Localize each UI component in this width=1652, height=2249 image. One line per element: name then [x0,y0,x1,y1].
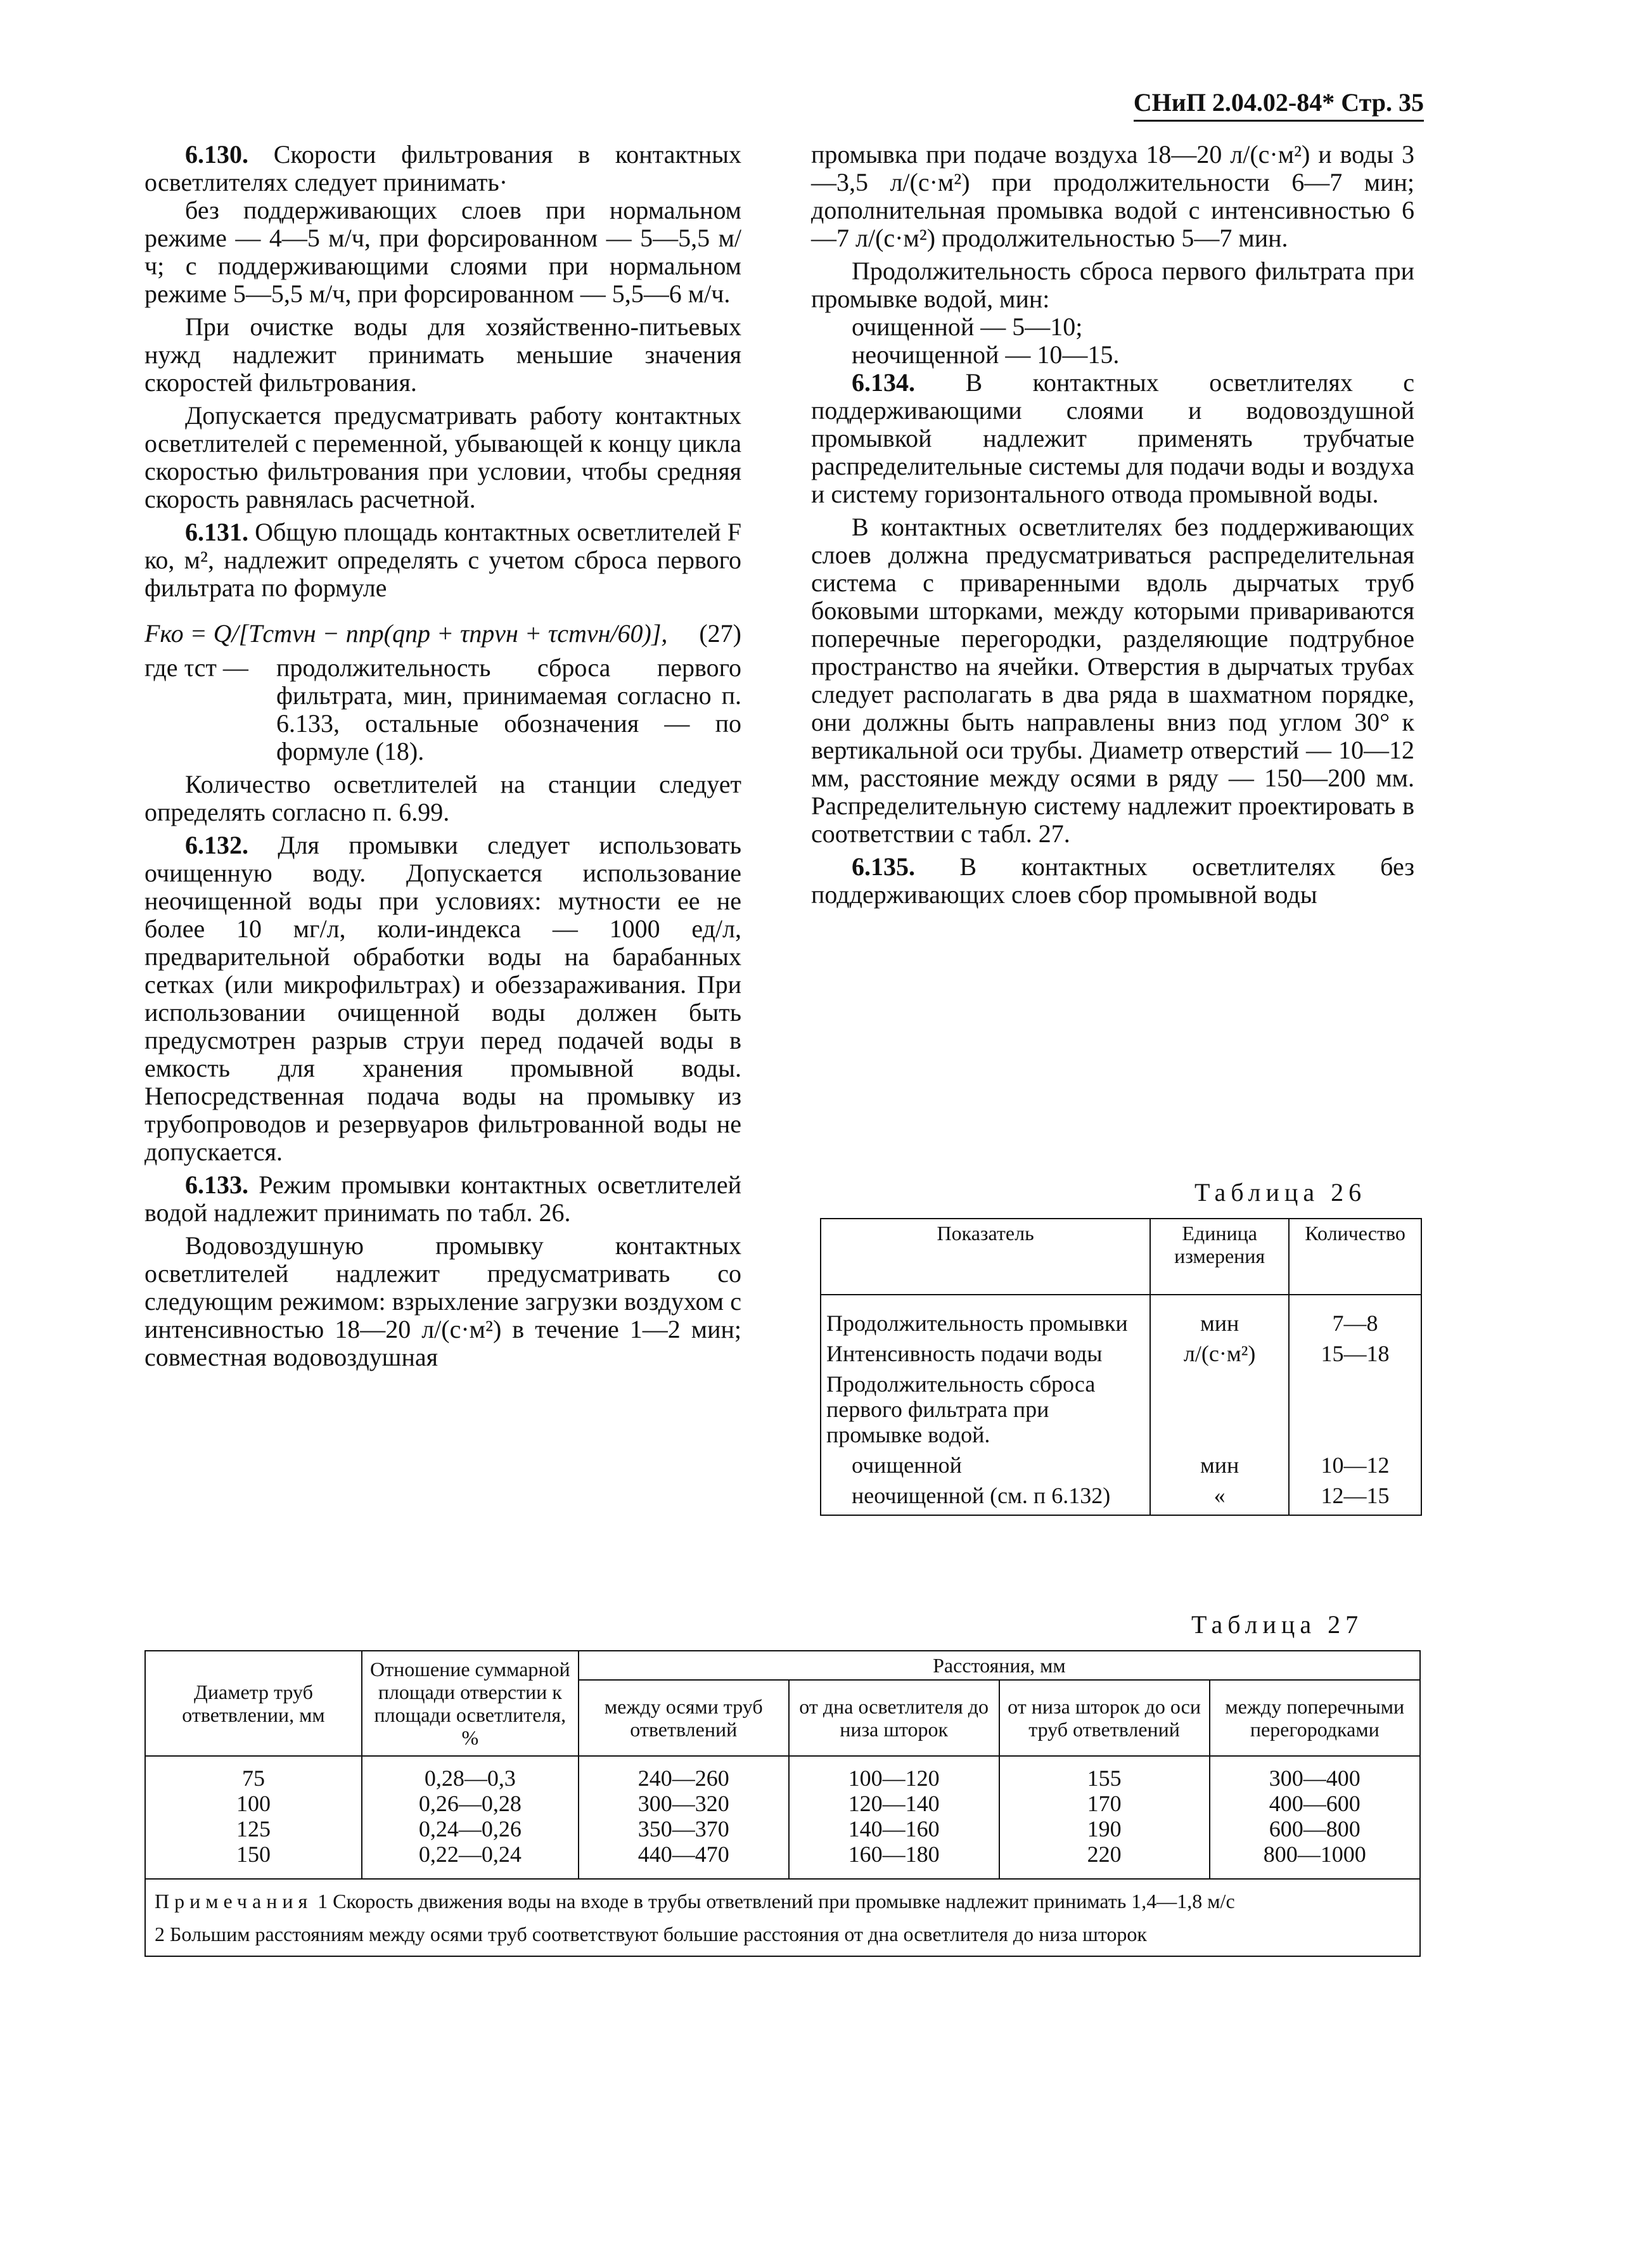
table-row [145,1791,1420,1816]
table-cell: Продолжительность сброса первого фильтрата при промывке водой. [821,1369,1150,1450]
table-26 [820,1218,1422,1516]
formula-legend [144,654,741,766]
table-cell: 240—260 [579,1756,789,1791]
table-cell: 120—140 [789,1791,999,1816]
paragraph-6-130-b: без поддерживающих слоев при нормальном режиме — 4—5 м/ч, при форсированном — 5—5,5 м/ч; с поддерживающими слоями при нормальном режиме 5—5,5 м/ч, при форсированном — 5,5—6 м/ч. [144,196,741,308]
column-header: Единица измерения [1150,1219,1289,1295]
paragraph-drop-duration: Продолжительность сброса первого фильтрата при промывке водой, мин: [811,257,1414,313]
formula-expression: Fко = Q/[Tстvн − nпр(qпр + τпрvн + τстvн/60)], [144,619,668,648]
drop-item-uncleaned: неочищенной — 10—15. [852,340,1120,369]
column-header: Показатель [821,1219,1150,1295]
table-cell: 160—180 [789,1842,999,1879]
paragraph-continuation: промывка при подаче воздуха 18—20 л/(с·м²) и воды 3—3,5 л/(с·м²) при продолжительности 6—7 мин; дополнительная промывка водой с интенсивностью 6—7 л/(с·м²) продолжительностью 5—7 мин. [811,140,1414,252]
legend-label: где τст — [144,653,248,682]
table-row [821,1338,1421,1369]
note-2: 2 Большим расстояниям между осями труб соответствуют большие расстояния от дна осветлителя до низа шторок [155,1923,1147,1945]
table-cell: « [1150,1480,1289,1515]
table-cell: 440—470 [579,1842,789,1879]
table-cell: 125 [145,1816,362,1842]
table-cell: 300—320 [579,1791,789,1816]
paragraph-6-133: 6.133. Режим промывки контактных осветлителей водой надлежит принимать по табл. 26. [144,1170,741,1227]
paragraph-6-131-b: Количество осветлителей на станции следует определять согласно п. 6.99. [144,770,741,826]
table-cell: 100—120 [789,1756,999,1791]
table-cell: 100 [145,1791,362,1816]
table-row [145,1842,1420,1879]
column-header: между поперечными перегородками [1210,1680,1420,1756]
table-cell: 140—160 [789,1816,999,1842]
table-row [821,1480,1421,1515]
table-cell: 150 [145,1842,362,1879]
paragraph-6-134-b: В контактных осветлителях без поддерживающих слоев должна предусматриваться распределительная система с приваренными вдоль дырчатых труб боковыми шторками, между которыми привариваются поперечные перегородки, разделяющие подтрубное пространство на ячейки. Отверстия в дырчатых трубах следует располагать в два ряда в шахматном порядке, они должны быть направлены вниз под углом 30° к вертикальной оси трубы. Диаметр отверстий — 10—12 мм, расстояние между осями в ряду — 150—200 мм. Распределительную систему надлежит проектировать в соответствии с табл. 27. [811,513,1414,848]
table-cell: 170 [999,1791,1210,1816]
formula-number: (27) [699,619,741,648]
table-cell: 155 [999,1756,1210,1791]
paragraph-6-130-d: Допускается предусматривать работу контактных осветлителей с переменной, убывающей к концу цикла скоростью фильтрования при условии, чтобы средняя скорость равнялась расчетной. [144,401,741,513]
paragraph-6-133-b: Водовоздушную промывку контактных осветлителей надлежит предусматривать со следующим режимом: взрыхление загрузки воздухом с интенсивностью 18—20 л/(с·м²) в течение 1—2 мин; совместная водовоздушная [144,1231,741,1371]
column-header: Количество [1289,1219,1421,1295]
table-cell [1289,1369,1421,1450]
paragraph-6-130-c: При очистке воды для хозяйственно-питьевых нужд надлежит принимать меньшие значения скоростей фильтрования. [144,312,741,397]
table-row [145,1756,1420,1791]
table-26-caption: Таблица 26 [1194,1178,1367,1207]
column-header: Диаметр труб ответвлении, мм [145,1651,362,1756]
table-cell: Интенсивность подачи воды [821,1338,1150,1369]
left-column [144,141,741,1371]
column-header: Расстояния, мм [579,1651,1420,1680]
paragraph-6-131: 6.131. Общую площадь контактных осветлителей F ко, м², надлежит определять с учетом сброса первого фильтрата по формуле [144,518,742,602]
table-cell: 15—18 [1289,1338,1421,1369]
column-header: от дна осветлителя до низа шторок [789,1680,999,1756]
table-cell: 600—800 [1210,1816,1420,1842]
table-cell [1150,1369,1289,1450]
paragraph-6-134: 6.134. В контактных осветлителях с поддерживающими слоями и водовоздушной промывкой надлежит применять трубчатые распределительные системы для подачи воды и воздуха и систему горизонтального отвода промывной воды. [811,368,1415,508]
right-column [811,141,1414,909]
paragraph-6-135: 6.135. В контактных осветлителях без поддерживающих слоев сбор промывной воды [811,852,1414,909]
table-row [821,1295,1421,1338]
table-cell: 7—8 [1289,1295,1421,1338]
table-header-row [821,1219,1421,1295]
table-cell: мин [1150,1295,1289,1338]
table-27-caption: Таблица 27 [1191,1610,1364,1639]
table-notes-row [145,1879,1420,1956]
note-1: 1 Скорость движения воды на входе в трубы ответвлений при промывке надлежит принимать 1,4—1,8 м/с [317,1890,1235,1913]
drop-item-cleaned: очищенной — 5—10; [852,312,1083,341]
legend-text: продолжительность сброса первого фильтрата, мин, принимаемая согласно п. 6.133, остальные обозначения — по формуле (18). [276,653,741,766]
table-cell: 400—600 [1210,1791,1420,1816]
page-header: СНиП 2.04.02-84* Стр. 35 [1134,87,1424,122]
table-cell: 0,24—0,26 [362,1816,579,1842]
column-header: Отношение суммарной площади отверстии к площади осветлителя, % [362,1651,579,1756]
table-header-row [145,1651,1420,1680]
table-row [145,1816,1420,1842]
table-cell: неочищенной (см. п 6.132) [821,1480,1150,1515]
table-cell: 75 [145,1756,362,1791]
table-cell: л/(с·м²) [1150,1338,1289,1369]
table-cell: 0,22—0,24 [362,1842,579,1879]
table-notes [145,1879,1420,1956]
column-header: от низа шторок до оси труб ответвлений [999,1680,1210,1756]
paragraph-6-130: 6.130. Скорости фильтрования в контактных осветлителях следует принимать· [144,140,742,196]
table-cell: 0,28—0,3 [362,1756,579,1791]
table-27 [144,1650,1421,1957]
table-cell: 220 [999,1842,1210,1879]
table-row [821,1369,1421,1450]
table-cell: 12—15 [1289,1480,1421,1515]
paragraph-6-132: 6.132. Для промывки следует использовать очищенную воду. Допускается использование неочищенной воды при условиях: мутности ее не более 10 мг/л, коли-индекса — 1000 ед/л, предварительной обработки воды на барабанных сетках (или микрофильтрах) и обеззараживания. При использовании очищенной воды должен быть предусмотрен разрыв струи перед подачей воды в емкость для хранения промывной воды. Непосредственная подача воды на промывку из трубопроводов и резервуаров фильтрованной воды не допускается. [144,831,741,1166]
table-cell: 10—12 [1289,1450,1421,1480]
table-cell: 800—1000 [1210,1842,1420,1879]
table-cell: мин [1150,1450,1289,1480]
notes-label: Примечания [155,1890,313,1913]
table-row [821,1450,1421,1480]
table-cell: очищенной [821,1450,1150,1480]
table-cell: 190 [999,1816,1210,1842]
formula-27 [144,620,741,648]
column-header: между осями труб ответвлений [579,1680,789,1756]
table-cell: Продолжительность промывки [821,1295,1150,1338]
table-cell: 350—370 [579,1816,789,1842]
table-cell: 300—400 [1210,1756,1420,1791]
table-cell: 0,26—0,28 [362,1791,579,1816]
